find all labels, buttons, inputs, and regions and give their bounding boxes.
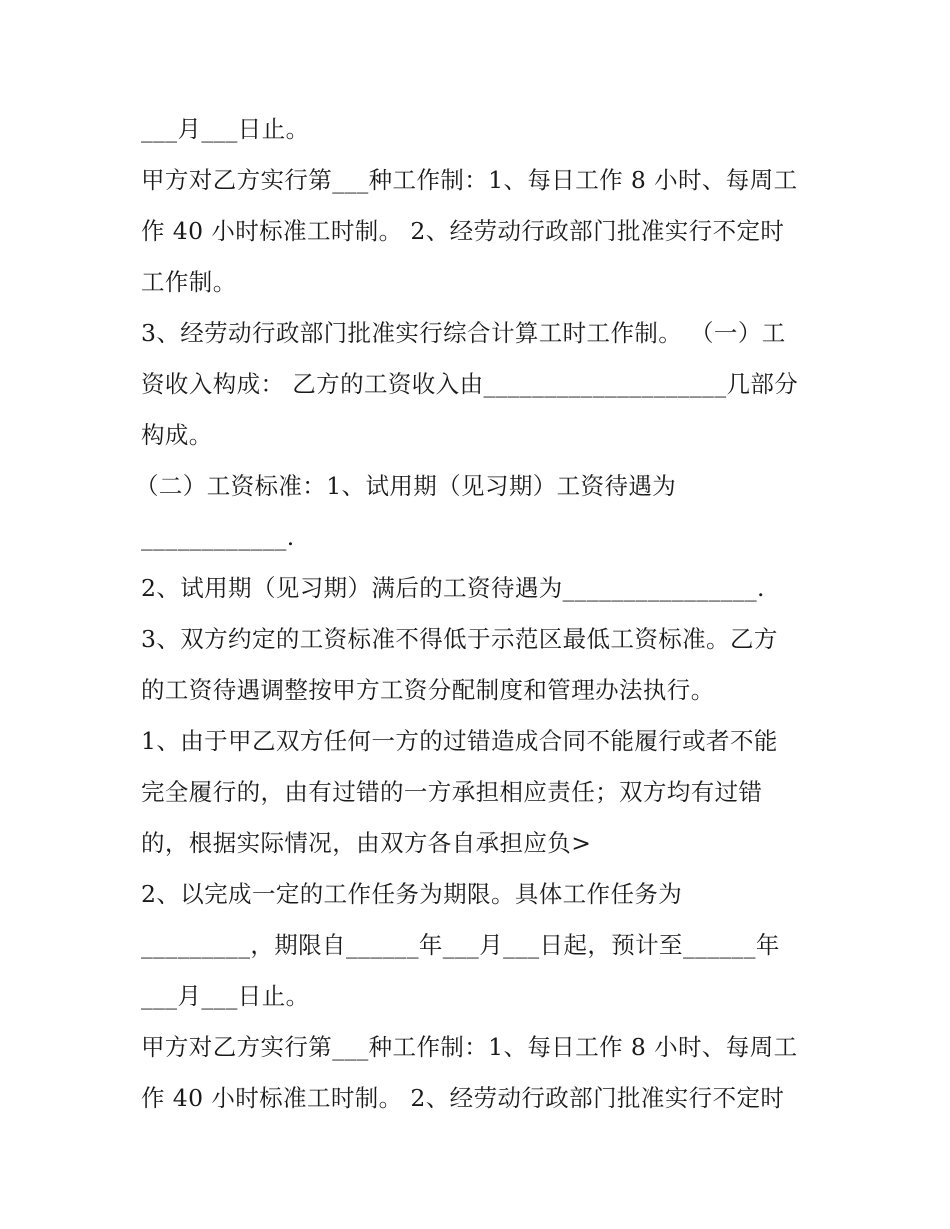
text-line: 2、以完成一定的工作任务为期限。具体工作任务为 [141,880,683,908]
text-line: 工作制。 [141,268,237,296]
text-line: 完全履行的，由有过错的一方承担相应责任；双方均有过错 [141,778,763,806]
text-line: 3、经劳动行政部门批准实行综合计算工时工作制。 （一）工 [141,319,786,347]
text-line: _________，期限自______年___月___日起，预计至______年 [141,931,780,959]
text-line: 构成。 [141,421,213,449]
text-line: 作 40 小时标准工时制。 2、经劳动行政部门批准实行不定时 [141,1084,785,1112]
text-line: ___月___日止。 [141,982,310,1010]
text-line: 1、由于甲乙双方任何一方的过错造成合同不能履行或者不能 [141,727,778,755]
text-line: 资收入构成： 乙方的工资收入由____________________几部分 [141,370,799,398]
text-line: （二）工资标准：1、试用期（见习期）工资待遇为 [135,472,677,500]
text-line: ____________. [141,523,295,551]
text-line: 的，根据实际情况，由双方各自承担应负> [141,829,592,857]
document-body [135,104,821,1124]
text-line: 甲方对乙方实行第___种工作制：1、每日工作 8 小时、每周工 [141,1033,798,1061]
text-line: 的工资待遇调整按甲方工资分配制度和管理办法执行。 [141,676,715,704]
text-line: 作 40 小时标准工时制。 2、经劳动行政部门批准实行不定时 [141,217,785,245]
text-line: 甲方对乙方实行第___种工作制：1、每日工作 8 小时、每周工 [141,166,798,194]
text-line: ___月___日止。 [141,115,310,143]
text-line: 2、试用期（见习期）满后的工资待遇为________________. [141,574,765,602]
text-line: 3、双方约定的工资标准不得低于示范区最低工资标准。乙方 [141,625,778,653]
